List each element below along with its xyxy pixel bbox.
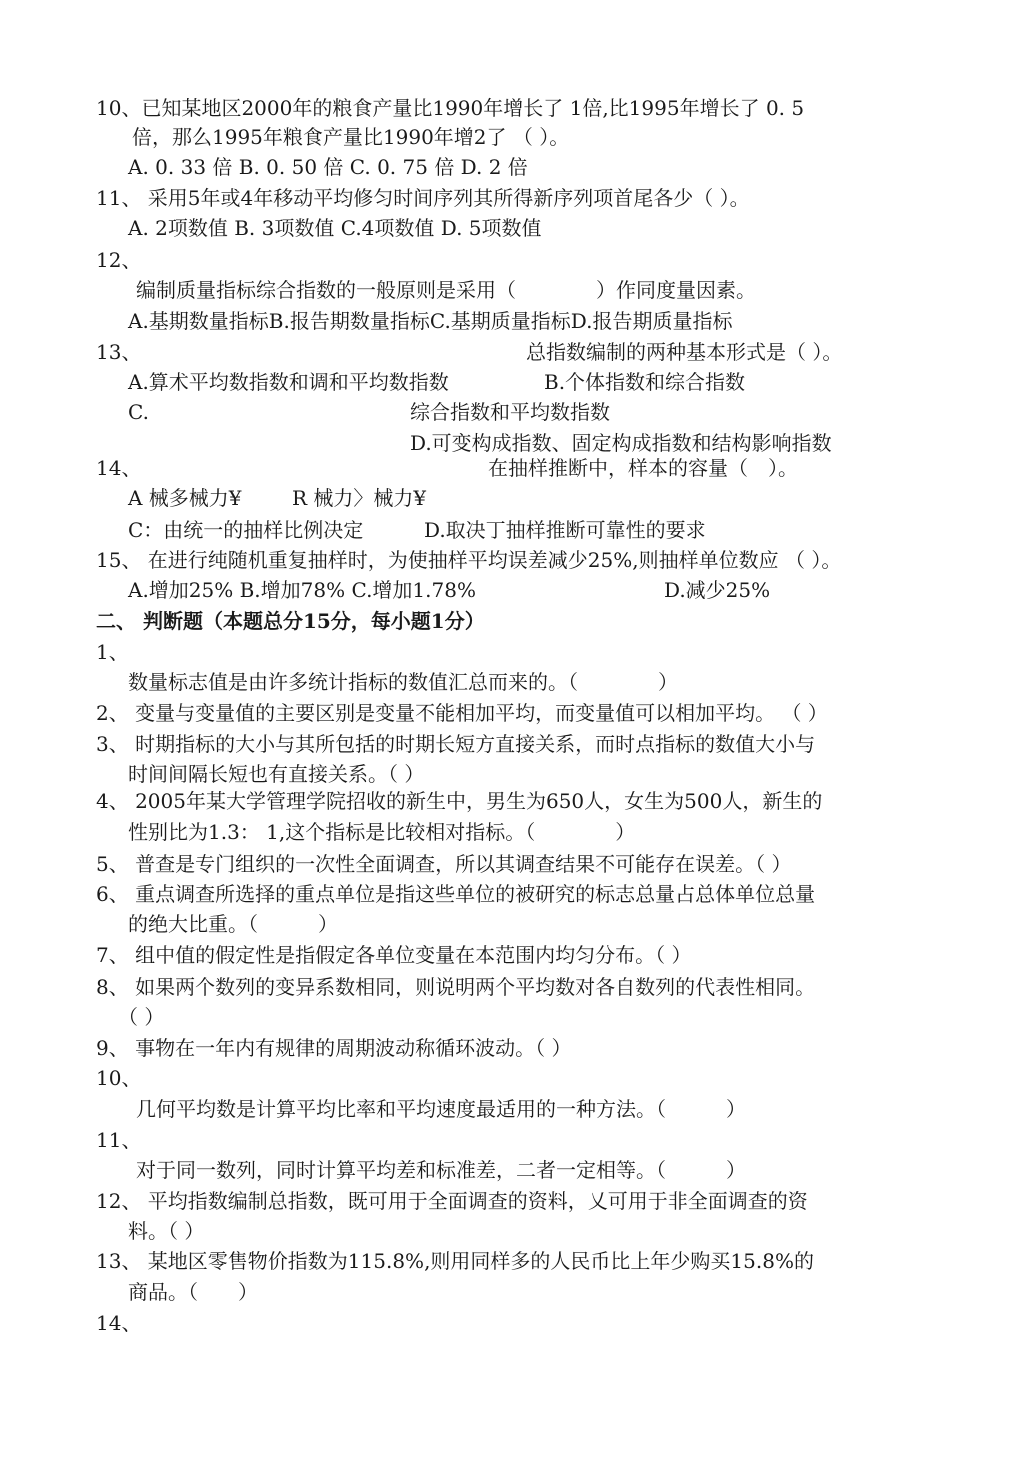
q13-option-c-text: 综合指数和平均数指数: [410, 400, 610, 424]
q10-line-2: 倍，那么1995年粮食产量比1990年增2了 （ ）。: [132, 125, 570, 149]
q14-option-a: A 械多械力¥: [128, 486, 242, 510]
q13-text: 总指数编制的两种基本形式是（ ）。: [526, 340, 843, 364]
q10-line-1: 10、已知某地区2000年的粮食产量比1990年增长了 1倍,比1995年增长了 0. 5: [96, 96, 805, 120]
j8-line-1: 8、 如果两个数列的变异系数相同，则说明两个平均数对各自数列的代表性相同。: [96, 975, 816, 999]
j1-text: 数量标志值是由许多统计指标的数值汇总而来的。（ ）: [128, 670, 678, 694]
j10-text: 几何平均数是计算平均比率和平均速度最适用的一种方法。（ ）: [136, 1097, 746, 1121]
q14-option-d: D.取决丁抽样推断可靠性的要求: [424, 518, 706, 542]
q13-number: 13、: [96, 340, 142, 364]
q15-text: 15、 在进行纯随机重复抽样时，为使抽样平均误差减少25%,则抽样单位数应 （ ）。: [96, 548, 842, 572]
q13-option-d: D.可变构成指数、固定构成指数和结构影响指数: [410, 431, 832, 455]
q12-number: 12、: [96, 248, 142, 272]
j3-line-2: 时间间隔长短也有直接关系。（ ）: [128, 762, 425, 786]
j10-number: 10、: [96, 1066, 142, 1090]
q15-option-d: D.减少25%: [664, 578, 771, 602]
q13-option-c-label: C.: [128, 400, 149, 424]
j4-line-1: 4、 2005年某大学管理学院招收的新生中，男生为650人，女生为500人，新生的: [96, 789, 823, 813]
j12-line-2: 料。（ ）: [128, 1219, 205, 1243]
j13-line-2: 商品。（ ）: [128, 1280, 258, 1304]
j2-text: 2、 变量与变量值的主要区别是变量不能相加平均，而变量值可以相加平均。 （ ）: [96, 701, 828, 725]
q14-option-c: C：由统一的抽样比例决定: [128, 518, 364, 542]
q13-option-b: B.个体指数和综合指数: [544, 370, 746, 394]
j14-number: 14、: [96, 1311, 142, 1335]
j13-line-1: 13、 某地区零售物价指数为115.8%,则用同样多的人民币比上年少购买15.8%的: [96, 1249, 814, 1273]
j3-line-1: 3、 时期指标的大小与其所包括的时期长短方直接关系，而时点指标的数值大小与: [96, 732, 816, 756]
q12-text: 编制质量指标综合指数的一般原则是采用（ ）作同度量因素。: [136, 278, 756, 302]
j5-text: 5、 普查是专门组织的一次性全面调查，所以其调查结果不可能存在误差。（ ）: [96, 852, 792, 876]
j4-line-2: 性别比为1.3： 1,这个指标是比较相对指标。（ ）: [128, 820, 636, 844]
j6-line-1: 6、 重点调查所选择的重点单位是指这些单位的被研究的标志总量占总体单位总量: [96, 882, 816, 906]
q11-text: 11、 采用5年或4年移动平均修匀时间序列其所得新序列项首尾各少（ ）。: [96, 186, 750, 210]
q10-options: A. 0. 33 倍 B. 0. 50 倍 C. 0. 75 倍 D. 2 倍: [128, 155, 528, 179]
q11-options: A. 2项数值 B. 3项数值 C.4项数值 D. 5项数值: [128, 216, 542, 240]
q12-options: A.基期数量指标B.报告期数量指标C.基期质量指标D.报告期质量指标: [128, 309, 733, 333]
j7-text: 7、 组中值的假定性是指假定各单位变量在本范围内均匀分布。（ ）: [96, 943, 692, 967]
q13-option-a: A.算术平均数指数和调和平均数指数: [128, 370, 449, 394]
q14-option-b: R 械力〉械力¥: [292, 486, 427, 510]
j8-line-2: （ ）: [118, 1005, 165, 1029]
j12-line-1: 12、 平均指数编制总指数，既可用于全面调查的资料，乂可用于非全面调查的资: [96, 1189, 808, 1213]
section-heading: 二、 判断题（本题总分15分，每小题1分）: [96, 609, 485, 633]
j11-number: 11、: [96, 1128, 142, 1152]
j11-text: 对于同一数列，同时计算平均差和标准差，二者一定相等。（ ）: [136, 1158, 746, 1182]
j9-text: 9、 事物在一年内有规律的周期波动称循环波动。（ ）: [96, 1036, 572, 1060]
j1-number: 1、: [96, 640, 129, 664]
j6-line-2: 的绝大比重。（ ）: [128, 912, 338, 936]
q14-number: 14、: [96, 456, 142, 480]
q15-options-abc: A.增加25% B.增加78% C.增加1.78%: [128, 578, 476, 602]
q14-text: 在抽样推断中，样本的容量（ ）。: [488, 456, 798, 480]
